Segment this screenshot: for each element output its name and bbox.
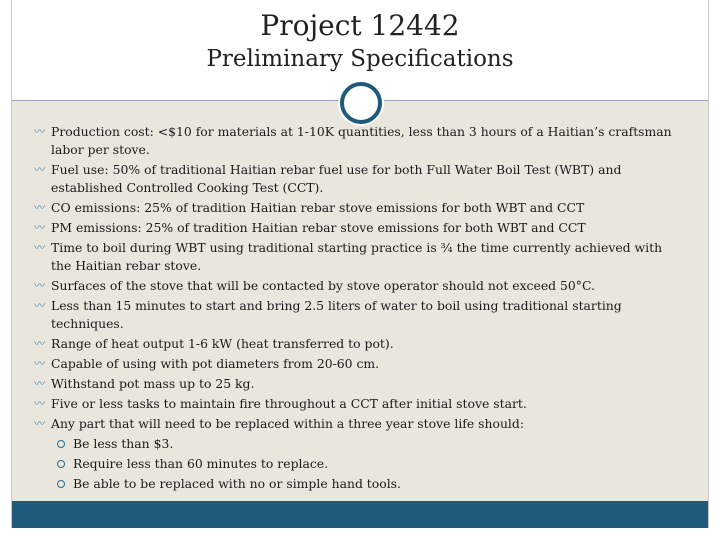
circle-bullet-icon xyxy=(57,480,65,488)
wave-bullet-icon: 〰 xyxy=(34,201,45,214)
wave-bullet-icon: 〰 xyxy=(34,279,45,292)
wave-bullet-icon: 〰 xyxy=(34,221,45,234)
wave-bullet-icon: 〰 xyxy=(34,377,45,390)
sub-list-item xyxy=(57,455,680,473)
list-item xyxy=(34,395,680,413)
list-item xyxy=(34,355,680,373)
bullet-text: Withstand pot mass up to 25 kg. xyxy=(51,376,255,391)
content-area xyxy=(12,101,708,501)
wave-bullet-icon: 〰 xyxy=(34,397,45,410)
bullet-text: Surfaces of the stove that will be contacted by stove operator should not exceed 50°C. xyxy=(51,278,595,293)
list-item xyxy=(34,297,680,333)
list-item xyxy=(34,239,680,275)
sub-list-item xyxy=(57,475,680,493)
bullet-list xyxy=(12,101,708,493)
wave-bullet-icon: 〰 xyxy=(34,163,45,176)
bullet-text: Range of heat output 1-6 kW (heat transferred to pot). xyxy=(51,336,394,351)
wave-bullet-icon: 〰 xyxy=(34,337,45,350)
sub-bullet-text: Be able to be replaced with no or simple hand tools. xyxy=(73,476,401,491)
bullet-text: Less than 15 minutes to start and bring 2.5 liters of water to boil using traditional starting techniques. xyxy=(51,298,622,331)
wave-bullet-icon: 〰 xyxy=(34,241,45,254)
bullet-text: Time to boil during WBT using traditional starting practice is ¾ the time currently achieved with the Haitian rebar stove. xyxy=(51,240,663,273)
sub-bullet-text: Be less than $3. xyxy=(73,436,174,451)
circle-bullet-icon xyxy=(57,440,65,448)
list-item xyxy=(34,335,680,353)
footer-bar xyxy=(12,501,708,528)
bullet-text: Capable of using with pot diameters from 20-60 cm. xyxy=(51,356,380,371)
ring-icon xyxy=(340,82,382,124)
bullet-text: Fuel use: 50% of traditional Haitian rebar fuel use for both Full Water Boil Test (WBT) and established Controlled Cooking Test (CCT). xyxy=(51,162,622,195)
slide-subtitle: Preliminary Specifications xyxy=(206,46,514,72)
bullet-text: CO emissions: 25% of tradition Haitian rebar stove emissions for both WBT and CCT xyxy=(51,200,585,215)
bullet-text: Production cost: <$10 for materials at 1-10K quantities, less than 3 hours of a Haitian’s craftsman labor per stove. xyxy=(51,124,672,157)
sub-bullet-text: Require less than 60 minutes to replace. xyxy=(73,456,329,471)
wave-bullet-icon: 〰 xyxy=(34,357,45,370)
list-item xyxy=(34,375,680,393)
wave-bullet-icon: 〰 xyxy=(34,299,45,312)
slide-title: Project 12442 xyxy=(260,9,460,42)
sub-list-item xyxy=(57,435,680,453)
wave-bullet-icon: 〰 xyxy=(34,125,45,138)
list-item xyxy=(34,415,680,493)
bullet-text: Any part that will need to be replaced within a three year stove life should: xyxy=(51,416,525,431)
list-item xyxy=(34,123,680,159)
list-item xyxy=(34,161,680,197)
bullet-text: Five or less tasks to maintain fire throughout a CCT after initial stove start. xyxy=(51,396,527,411)
circle-bullet-icon xyxy=(57,460,65,468)
sub-bullet-list xyxy=(51,435,680,493)
list-item xyxy=(34,199,680,217)
list-item xyxy=(34,277,680,295)
bullet-text: PM emissions: 25% of tradition Haitian rebar stove emissions for both WBT and CCT xyxy=(51,220,586,235)
list-item xyxy=(34,219,680,237)
wave-bullet-icon: 〰 xyxy=(34,417,45,430)
